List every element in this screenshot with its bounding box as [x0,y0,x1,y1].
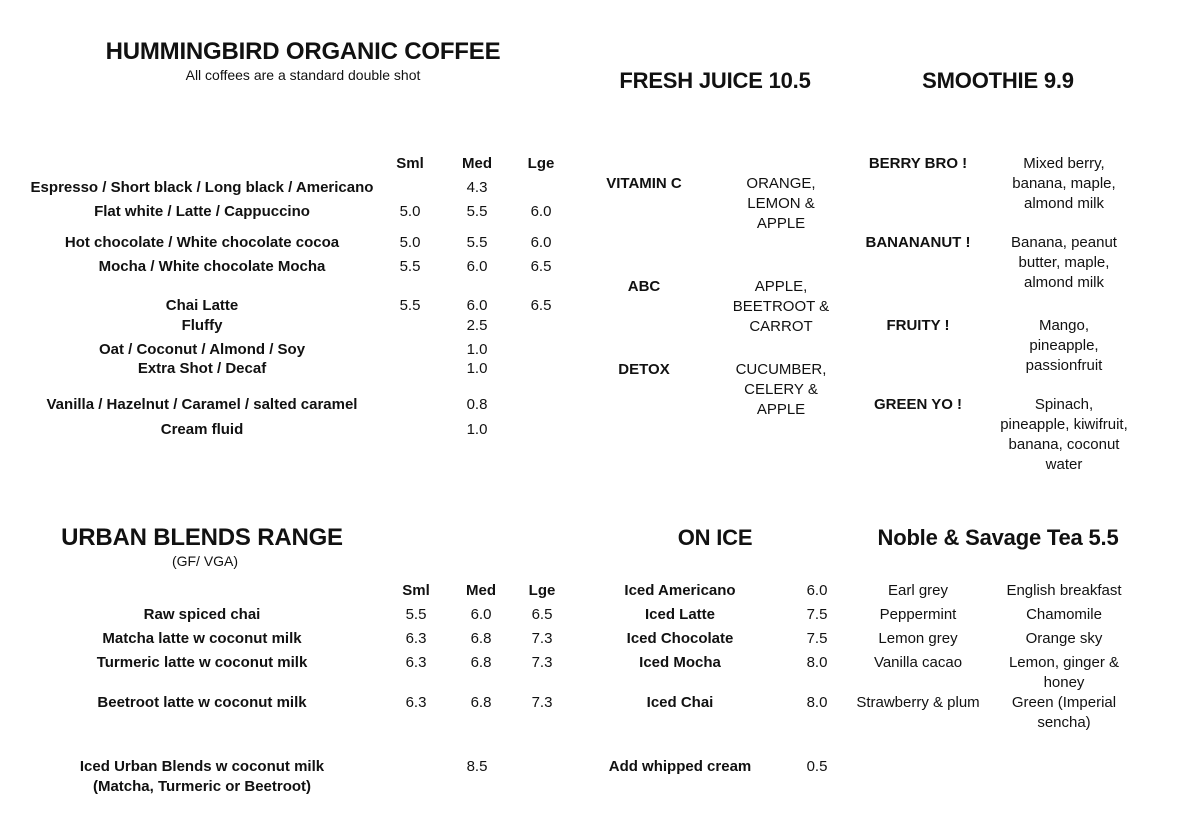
onice-item-name: Iced Americano [624,582,736,599]
urban-iced-name: Iced Urban Blends w coconut milk [79,758,325,775]
coffee-subtitle: All coffees are a standard double shot [185,67,421,83]
coffee-item-med: 4.3 [466,179,488,196]
coffee-item-med: 1.0 [466,360,488,377]
smoothie-item-desc: Mango, pineapple, passionfruit [1025,317,1103,374]
coffee-item-name: Chai Latte [165,297,239,314]
smoothie-item-name: GREEN YO ! [873,396,963,413]
juice-item-name: DETOX [618,361,670,378]
urban-item-sml: 6.3 [405,630,427,647]
tea-item-left: Lemon grey [878,630,958,647]
urban-iced-options: (Matcha, Turmeric or Beetroot) [92,778,312,795]
coffee-item-med: 2.5 [466,317,488,334]
urban-item-lge: 7.3 [531,630,553,647]
urban-subtitle: (GF/ VGA) [171,553,239,569]
smoothie-title: SMOOTHIE 9.9 [922,68,1074,93]
urban-item-med: 6.8 [470,654,492,671]
coffee-item-name: Vanilla / Hazelnut / Caramel / salted caramel [46,396,358,413]
coffee-item-med: 6.0 [466,258,488,275]
urban-item-lge: 7.3 [531,694,553,711]
urban-item-name: Raw spiced chai [143,606,261,623]
tea-item-left: Vanilla cacao [873,654,963,671]
onice-item-price: 7.5 [806,630,828,647]
onice-item-price: 8.0 [806,654,828,671]
tea-item-left: Earl grey [887,582,949,599]
coffee-item-name: Flat white / Latte / Cappuccino [94,203,310,220]
onice-item-name: Iced Chocolate [626,630,734,647]
coffee-item-med: 5.5 [466,234,488,251]
coffee-item-name: Fluffy [181,317,223,334]
urban-item-lge: 6.5 [531,606,553,623]
tea-title: Noble & Savage Tea 5.5 [877,525,1119,550]
onice-item-price: 0.5 [806,758,828,775]
coffee-item-sml: 5.0 [399,234,421,251]
tea-item-right: Green (Imperial sencha) [1011,694,1117,731]
juice-item-name: ABC [627,278,661,295]
urban-item-med: 6.0 [470,606,492,623]
coffee-item-med: 1.0 [466,421,488,438]
tea-item-left: Strawberry & plum [856,694,980,711]
coffee-item-med: 0.8 [466,396,488,413]
coffee-item-sml: 5.0 [399,203,421,220]
urban-title: URBAN BLENDS RANGE [61,524,343,551]
smoothie-item-name: BANANANUT ! [865,234,971,251]
coffee-item-med: 1.0 [466,341,488,358]
coffee-item-lge: 6.5 [530,258,552,275]
coffee-item-lge: 6.0 [530,203,552,220]
urban-item-name: Beetroot latte w coconut milk [97,694,307,711]
juice-item-desc: CUCUMBER, CELERY & APPLE [735,361,827,418]
onice-item-price: 8.0 [806,694,828,711]
onice-item-name: Iced Latte [644,606,716,623]
coffee-item-name: Espresso / Short black / Long black / Americano [30,179,374,196]
smoothie-item-name: BERRY BRO ! [868,155,968,172]
onice-item-price: 6.0 [806,582,828,599]
coffee-item-name: Mocha / White chocolate Mocha [98,258,326,275]
onice-item-name: Add whipped cream [608,758,752,775]
urban-item-lge: 7.3 [531,654,553,671]
coffee-col-lge: Lge [527,155,555,172]
onice-item-price: 7.5 [806,606,828,623]
juice-item-name: VITAMIN C [606,175,682,192]
onice-title: ON ICE [677,525,753,550]
urban-col-lge: Lge [528,582,556,599]
urban-item-sml: 6.3 [405,654,427,671]
urban-item-sml: 5.5 [405,606,427,623]
urban-item-name: Turmeric latte w coconut milk [96,654,308,671]
onice-item-name: Iced Chai [646,694,714,711]
smoothie-item-desc: Banana, peanut butter, maple, almond milk [1011,234,1117,291]
juice-item-desc: ORANGE, LEMON & APPLE [746,175,816,232]
tea-item-right: Lemon, ginger & honey [1008,654,1120,691]
urban-col-med: Med [466,582,496,599]
urban-item-sml: 6.3 [405,694,427,711]
onice-item-name: Iced Mocha [639,654,721,671]
coffee-item-sml: 5.5 [399,258,421,275]
smoothie-item-desc: Mixed berry, banana, maple, almond milk [1012,155,1116,212]
coffee-item-name: Extra Shot / Decaf [137,360,267,377]
coffee-item-med: 6.0 [466,297,488,314]
juice-title: FRESH JUICE 10.5 [619,68,811,93]
coffee-item-lge: 6.5 [530,297,552,314]
tea-item-left: Peppermint [879,606,957,623]
urban-item-med: 6.8 [470,630,492,647]
coffee-item-med: 5.5 [466,203,488,220]
coffee-item-name: Oat / Coconut / Almond / Soy [98,341,306,358]
tea-item-right: Orange sky [1025,630,1103,647]
coffee-item-name: Hot chocolate / White chocolate cocoa [64,234,340,251]
coffee-item-lge: 6.0 [530,234,552,251]
coffee-item-sml: 5.5 [399,297,421,314]
urban-col-sml: Sml [402,582,430,599]
coffee-title: HUMMINGBIRD ORGANIC COFFEE [105,38,501,65]
urban-iced-price: 8.5 [466,758,488,775]
tea-item-right: Chamomile [1026,606,1102,623]
tea-item-right: English breakfast [1006,582,1122,599]
smoothie-item-desc: Spinach, pineapple, kiwifruit, banana, coconut water [1000,396,1128,473]
urban-item-med: 6.8 [470,694,492,711]
coffee-col-sml: Sml [396,155,424,172]
urban-item-name: Matcha latte w coconut milk [102,630,302,647]
coffee-item-name: Cream fluid [160,421,244,438]
juice-item-desc: APPLE, BEETROOT & CARROT [732,278,830,335]
smoothie-item-name: FRUITY ! [886,317,950,334]
coffee-col-med: Med [462,155,492,172]
